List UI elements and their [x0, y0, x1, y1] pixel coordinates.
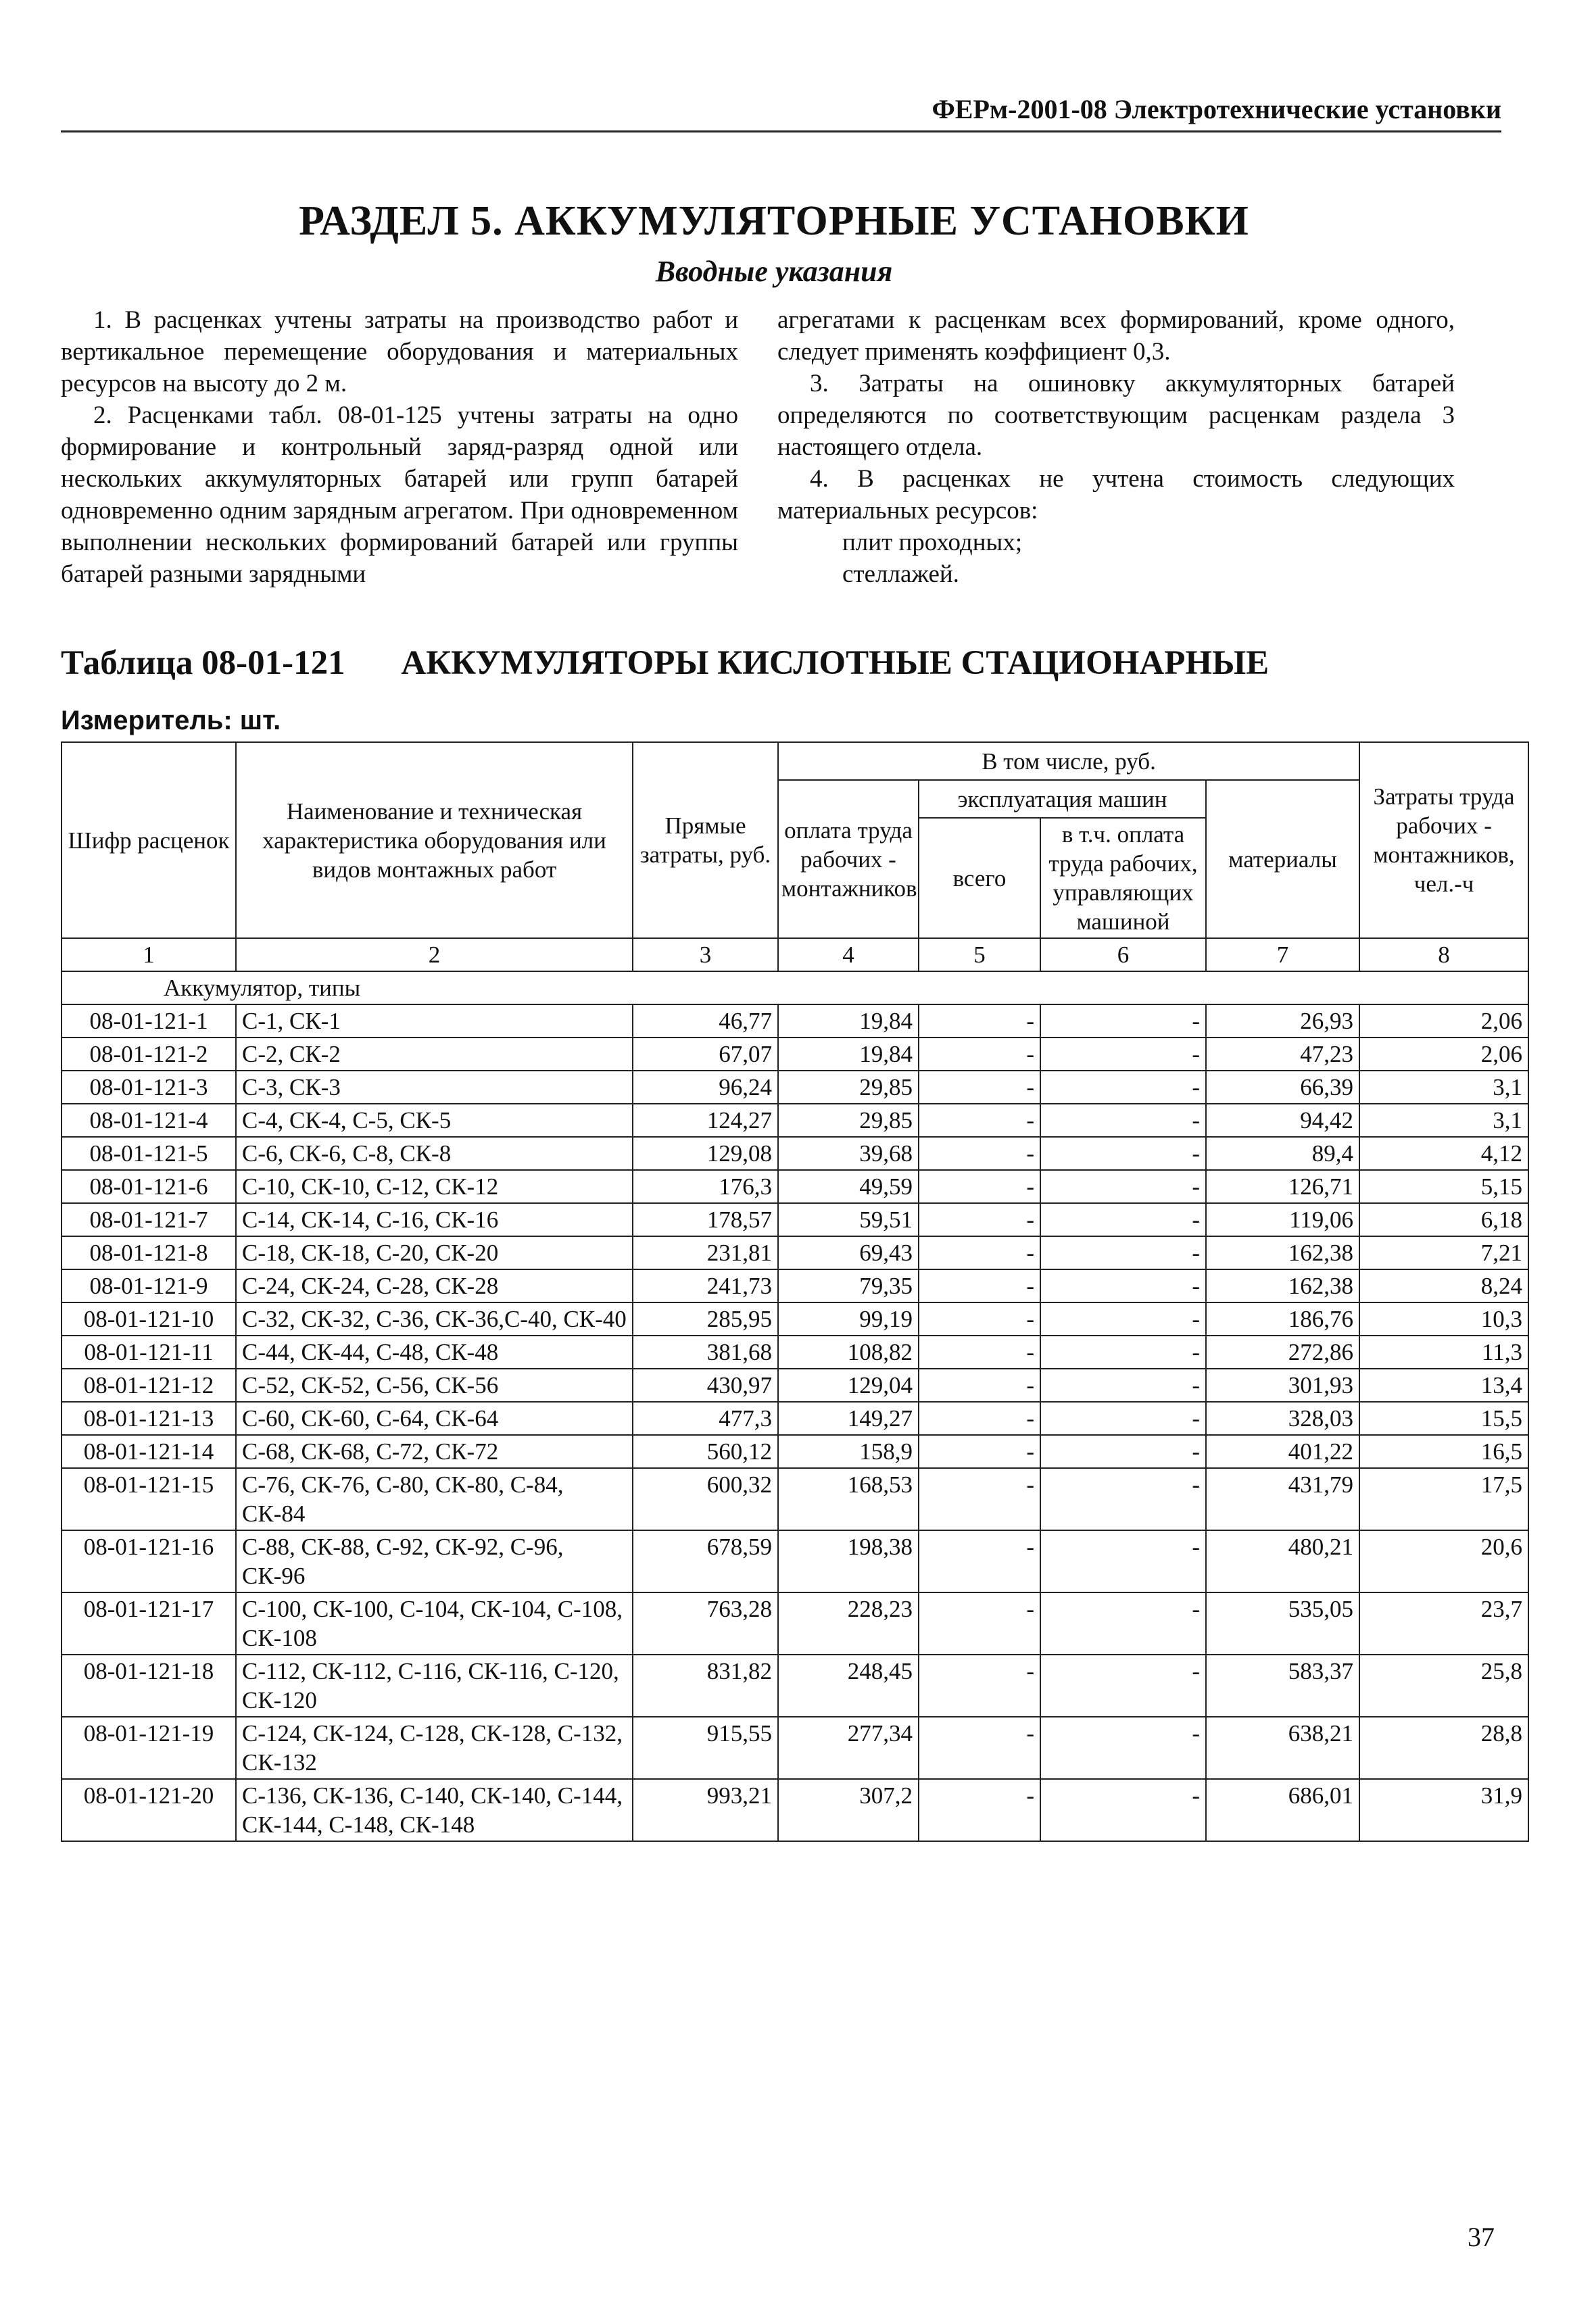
- intro-paragraph: агрегатами к расценкам всех формирований, кроме одного, следует применять коэффициент 0,3.: [777, 306, 1455, 366]
- column-number: 7: [1206, 938, 1359, 971]
- cell-direct-cost: 381,68: [633, 1336, 778, 1369]
- cell-name: С-3, СК-3: [236, 1071, 633, 1104]
- cell-materials: 328,03: [1206, 1402, 1359, 1435]
- cell-materials: 480,21: [1206, 1530, 1359, 1592]
- cell-labor: 2,06: [1359, 1004, 1528, 1038]
- cell-machines-wages: -: [1040, 1038, 1206, 1071]
- cell-wages: 39,68: [778, 1137, 919, 1170]
- cell-machines-total: -: [919, 1203, 1040, 1236]
- table-number: Таблица 08-01-121: [61, 644, 345, 682]
- cell-machines-wages: -: [1040, 1071, 1206, 1104]
- intro-title: Вводные указания: [655, 255, 893, 288]
- col-header-direct: Прямые затраты, руб.: [633, 742, 778, 938]
- cell-materials: 66,39: [1206, 1071, 1359, 1104]
- cell-name: С-10, СК-10, С-12, СК-12: [236, 1170, 633, 1203]
- cell-direct-cost: 915,55: [633, 1717, 778, 1779]
- cell-machines-wages: -: [1040, 1779, 1206, 1841]
- table-row: [62, 1004, 1528, 1038]
- cell-wages: 228,23: [778, 1592, 919, 1655]
- cell-materials: 686,01: [1206, 1779, 1359, 1841]
- cell-name: С-124, СК-124, С-128, СК-128, С-132, СК-132: [236, 1717, 633, 1779]
- table-row: [62, 1435, 1528, 1468]
- table-row: [62, 1336, 1528, 1369]
- cell-machines-total: -: [919, 1170, 1040, 1203]
- cell-direct-cost: 231,81: [633, 1236, 778, 1269]
- cell-machines-wages: -: [1040, 1369, 1206, 1402]
- cell-wages: 149,27: [778, 1402, 919, 1435]
- section-title: РАЗДЕЛ 5. АККУМУЛЯТОРНЫЕ УСТАНОВКИ: [299, 198, 1249, 244]
- cell-machines-total: -: [919, 1104, 1040, 1137]
- cell-code: 08-01-121-12: [62, 1369, 236, 1402]
- table-row: [62, 1530, 1528, 1592]
- cell-labor: 16,5: [1359, 1435, 1528, 1468]
- cell-materials: 126,71: [1206, 1170, 1359, 1203]
- cell-machines-wages: -: [1040, 1170, 1206, 1203]
- cell-name: С-68, СК-68, С-72, СК-72: [236, 1435, 633, 1468]
- table-row: [62, 1402, 1528, 1435]
- cell-code: 08-01-121-15: [62, 1468, 236, 1530]
- cell-machines-wages: -: [1040, 1655, 1206, 1717]
- table-row: [62, 1655, 1528, 1717]
- table-row: [62, 1170, 1528, 1203]
- cell-name: С-18, СК-18, С-20, СК-20: [236, 1236, 633, 1269]
- cell-name: С-24, СК-24, С-28, СК-28: [236, 1269, 633, 1302]
- cell-direct-cost: 831,82: [633, 1655, 778, 1717]
- cell-direct-cost: 67,07: [633, 1038, 778, 1071]
- table-row: [62, 1269, 1528, 1302]
- col-header-machines: эксплуатация машин: [919, 780, 1206, 818]
- cell-wages: 168,53: [778, 1468, 919, 1530]
- cell-direct-cost: 560,12: [633, 1435, 778, 1468]
- intro-paragraph: 4. В расценках не учтена стоимость следующих материальных ресурсов:: [777, 465, 1455, 525]
- cell-direct-cost: 178,57: [633, 1203, 778, 1236]
- cell-machines-wages: -: [1040, 1592, 1206, 1655]
- running-header: ФЕРм-2001-08 Электротехнические установки: [61, 93, 1501, 132]
- cell-labor: 28,8: [1359, 1717, 1528, 1779]
- cell-direct-cost: 477,3: [633, 1402, 778, 1435]
- cell-machines-wages: -: [1040, 1468, 1206, 1530]
- column-number: 8: [1359, 938, 1528, 971]
- cell-code: 08-01-121-3: [62, 1071, 236, 1104]
- table-name: АККУМУЛЯТОРЫ КИСЛОТНЫЕ СТАЦИОНАРНЫЕ: [401, 644, 1269, 682]
- cell-wages: 19,84: [778, 1038, 919, 1071]
- cell-code: 08-01-121-20: [62, 1779, 236, 1841]
- cell-name: С-112, СК-112, С-116, СК-116, С-120, СК-120: [236, 1655, 633, 1717]
- col-header-machines-wages: в т.ч. оплата труда рабочих, управляющих машиной: [1040, 818, 1206, 938]
- cell-machines-total: -: [919, 1435, 1040, 1468]
- cell-wages: 248,45: [778, 1655, 919, 1717]
- cell-labor: 17,5: [1359, 1468, 1528, 1530]
- cell-materials: 431,79: [1206, 1468, 1359, 1530]
- cell-direct-cost: 124,27: [633, 1104, 778, 1137]
- cell-labor: 11,3: [1359, 1336, 1528, 1369]
- cell-wages: 129,04: [778, 1369, 919, 1402]
- cell-machines-total: -: [919, 1302, 1040, 1336]
- cell-materials: 119,06: [1206, 1203, 1359, 1236]
- cell-machines-total: -: [919, 1336, 1040, 1369]
- col-header-including: В том числе, руб.: [778, 742, 1359, 780]
- cell-machines-wages: -: [1040, 1269, 1206, 1302]
- intro-left-column: [61, 304, 738, 590]
- intro-paragraph: 2. Расценками табл. 08-01-125 учтены затраты на одно формирование и контрольный заряд-разряд одной или нескольких аккумуляторных батарей или групп батарей одновременно одним зарядным агрегатом. При одновременном выполнении нескольких формирований батарей или группы батарей разными зарядными: [61, 401, 738, 588]
- group-row: [62, 971, 1528, 1004]
- cell-direct-cost: 129,08: [633, 1137, 778, 1170]
- column-number: 2: [236, 938, 633, 971]
- cell-name: С-76, СК-76, С-80, СК-80, С-84, СК-84: [236, 1468, 633, 1530]
- cell-materials: 162,38: [1206, 1236, 1359, 1269]
- cell-name: С-52, СК-52, С-56, СК-56: [236, 1369, 633, 1402]
- table-title: [61, 643, 1269, 683]
- cell-machines-total: -: [919, 1592, 1040, 1655]
- cell-machines-total: -: [919, 1004, 1040, 1038]
- table-body: [62, 971, 1528, 1841]
- cell-name: С-1, СК-1: [236, 1004, 633, 1038]
- cell-labor: 5,15: [1359, 1170, 1528, 1203]
- cell-direct-cost: 46,77: [633, 1004, 778, 1038]
- cell-materials: 186,76: [1206, 1302, 1359, 1336]
- cell-machines-wages: -: [1040, 1004, 1206, 1038]
- measurement-unit: Измеритель: шт.: [61, 706, 281, 735]
- cell-code: 08-01-121-18: [62, 1655, 236, 1717]
- cell-machines-wages: -: [1040, 1435, 1206, 1468]
- cell-machines-total: -: [919, 1779, 1040, 1841]
- column-number: 6: [1040, 938, 1206, 971]
- table-row: [62, 1236, 1528, 1269]
- rates-table: [61, 741, 1529, 1842]
- cell-wages: 79,35: [778, 1269, 919, 1302]
- cell-materials: 47,23: [1206, 1038, 1359, 1071]
- cell-wages: 158,9: [778, 1435, 919, 1468]
- cell-machines-total: -: [919, 1071, 1040, 1104]
- cell-direct-cost: 993,21: [633, 1779, 778, 1841]
- cell-wages: 277,34: [778, 1717, 919, 1779]
- cell-machines-total: -: [919, 1468, 1040, 1530]
- table-row: [62, 1779, 1528, 1841]
- cell-machines-wages: -: [1040, 1302, 1206, 1336]
- cell-materials: 272,86: [1206, 1336, 1359, 1369]
- cell-machines-wages: -: [1040, 1137, 1206, 1170]
- cell-machines-wages: -: [1040, 1717, 1206, 1779]
- cell-labor: 8,24: [1359, 1269, 1528, 1302]
- cell-direct-cost: 600,32: [633, 1468, 778, 1530]
- cell-direct-cost: 176,3: [633, 1170, 778, 1203]
- column-number: 3: [633, 938, 778, 971]
- cell-machines-total: -: [919, 1369, 1040, 1402]
- column-number: 1: [62, 938, 236, 971]
- cell-machines-wages: -: [1040, 1402, 1206, 1435]
- cell-machines-total: -: [919, 1137, 1040, 1170]
- table-row: [62, 1717, 1528, 1779]
- cell-labor: 3,1: [1359, 1104, 1528, 1137]
- cell-name: С-88, СК-88, С-92, СК-92, С-96, СК-96: [236, 1530, 633, 1592]
- cell-labor: 3,1: [1359, 1071, 1528, 1104]
- cell-code: 08-01-121-13: [62, 1402, 236, 1435]
- cell-labor: 23,7: [1359, 1592, 1528, 1655]
- col-header-code: Шифр расценок: [62, 742, 236, 938]
- intro-list-item: плит проходных;: [842, 529, 1023, 556]
- cell-wages: 29,85: [778, 1104, 919, 1137]
- cell-name: С-14, СК-14, С-16, СК-16: [236, 1203, 633, 1236]
- cell-labor: 6,18: [1359, 1203, 1528, 1236]
- cell-machines-total: -: [919, 1402, 1040, 1435]
- cell-materials: 301,93: [1206, 1369, 1359, 1402]
- cell-wages: 49,59: [778, 1170, 919, 1203]
- cell-wages: 198,38: [778, 1530, 919, 1592]
- intro-list-item: стеллажей.: [842, 560, 959, 588]
- cell-code: 08-01-121-1: [62, 1004, 236, 1038]
- cell-wages: 29,85: [778, 1071, 919, 1104]
- cell-name: С-100, СК-100, С-104, СК-104, С-108, СК-108: [236, 1592, 633, 1655]
- cell-materials: 583,37: [1206, 1655, 1359, 1717]
- cell-machines-total: -: [919, 1038, 1040, 1071]
- cell-code: 08-01-121-9: [62, 1269, 236, 1302]
- cell-machines-total: -: [919, 1269, 1040, 1302]
- cell-direct-cost: 96,24: [633, 1071, 778, 1104]
- cell-code: 08-01-121-2: [62, 1038, 236, 1071]
- cell-code: 08-01-121-5: [62, 1137, 236, 1170]
- cell-wages: 307,2: [778, 1779, 919, 1841]
- cell-wages: 99,19: [778, 1302, 919, 1336]
- cell-wages: 69,43: [778, 1236, 919, 1269]
- intro-paragraph: 1. В расценках учтены затраты на производство работ и вертикальное перемещение оборудования и материальных ресурсов на высоту до 2 м.: [61, 306, 738, 397]
- cell-wages: 59,51: [778, 1203, 919, 1236]
- column-number: 4: [778, 938, 919, 971]
- table-row: [62, 1468, 1528, 1530]
- cell-labor: 13,4: [1359, 1369, 1528, 1402]
- cell-materials: 26,93: [1206, 1004, 1359, 1038]
- cell-wages: 19,84: [778, 1004, 919, 1038]
- cell-code: 08-01-121-17: [62, 1592, 236, 1655]
- cell-machines-wages: -: [1040, 1530, 1206, 1592]
- intro-paragraph: 3. Затраты на ошиновку аккумуляторных батарей определяются по соответствующим расценкам раздела 3 настоящего отдела.: [777, 370, 1455, 461]
- table-row: [62, 1203, 1528, 1236]
- cell-name: С-2, СК-2: [236, 1038, 633, 1071]
- cell-code: 08-01-121-14: [62, 1435, 236, 1468]
- cell-name: С-136, СК-136, С-140, СК-140, С-144, СК-144, С-148, СК-148: [236, 1779, 633, 1841]
- col-header-materials: материалы: [1206, 780, 1359, 938]
- cell-labor: 25,8: [1359, 1655, 1528, 1717]
- cell-direct-cost: 241,73: [633, 1269, 778, 1302]
- cell-code: 08-01-121-19: [62, 1717, 236, 1779]
- cell-materials: 94,42: [1206, 1104, 1359, 1137]
- cell-materials: 89,4: [1206, 1137, 1359, 1170]
- column-number: 5: [919, 938, 1040, 971]
- cell-materials: 401,22: [1206, 1435, 1359, 1468]
- col-header-labor: Затраты труда рабочих - монтажников, чел.-ч: [1359, 742, 1528, 938]
- cell-direct-cost: 430,97: [633, 1369, 778, 1402]
- cell-wages: 108,82: [778, 1336, 919, 1369]
- cell-machines-total: -: [919, 1236, 1040, 1269]
- col-header-machines-total: всего: [919, 818, 1040, 938]
- table-row: [62, 1071, 1528, 1104]
- cell-code: 08-01-121-7: [62, 1203, 236, 1236]
- cell-machines-wages: -: [1040, 1104, 1206, 1137]
- group-label: Аккумулятор, типы: [62, 971, 1528, 1004]
- cell-materials: 638,21: [1206, 1717, 1359, 1779]
- cell-labor: 4,12: [1359, 1137, 1528, 1170]
- cell-labor: 31,9: [1359, 1779, 1528, 1841]
- cell-code: 08-01-121-8: [62, 1236, 236, 1269]
- col-header-name: Наименование и техническая характеристика оборудования или видов монтажных работ: [236, 742, 633, 938]
- cell-labor: 15,5: [1359, 1402, 1528, 1435]
- cell-labor: 10,3: [1359, 1302, 1528, 1336]
- cell-machines-total: -: [919, 1655, 1040, 1717]
- cell-direct-cost: 678,59: [633, 1530, 778, 1592]
- cell-machines-wages: -: [1040, 1236, 1206, 1269]
- cell-name: С-4, СК-4, С-5, СК-5: [236, 1104, 633, 1137]
- cell-labor: 2,06: [1359, 1038, 1528, 1071]
- cell-machines-wages: -: [1040, 1203, 1206, 1236]
- table-row: [62, 1369, 1528, 1402]
- cell-name: С-6, СК-6, С-8, СК-8: [236, 1137, 633, 1170]
- cell-code: 08-01-121-4: [62, 1104, 236, 1137]
- cell-code: 08-01-121-10: [62, 1302, 236, 1336]
- cell-direct-cost: 763,28: [633, 1592, 778, 1655]
- cell-code: 08-01-121-11: [62, 1336, 236, 1369]
- cell-machines-total: -: [919, 1717, 1040, 1779]
- cell-materials: 535,05: [1206, 1592, 1359, 1655]
- table-row: [62, 1302, 1528, 1336]
- cell-machines-total: -: [919, 1530, 1040, 1592]
- cell-name: С-60, СК-60, С-64, СК-64: [236, 1402, 633, 1435]
- cell-direct-cost: 285,95: [633, 1302, 778, 1336]
- table-row: [62, 1104, 1528, 1137]
- intro-right-column: [777, 304, 1455, 590]
- table-row: [62, 1038, 1528, 1071]
- table-row: [62, 1137, 1528, 1170]
- cell-machines-wages: -: [1040, 1336, 1206, 1369]
- cell-name: С-44, СК-44, С-48, СК-48: [236, 1336, 633, 1369]
- table-row: [62, 1592, 1528, 1655]
- cell-code: 08-01-121-16: [62, 1530, 236, 1592]
- col-header-wages: оплата труда рабочих - монтажников: [778, 780, 919, 938]
- cell-materials: 162,38: [1206, 1269, 1359, 1302]
- cell-name: С-32, СК-32, С-36, СК-36,С-40, СК-40: [236, 1302, 633, 1336]
- cell-labor: 20,6: [1359, 1530, 1528, 1592]
- cell-labor: 7,21: [1359, 1236, 1528, 1269]
- intro-text: [61, 304, 1455, 590]
- page-number: 37: [1468, 2222, 1495, 2252]
- cell-code: 08-01-121-6: [62, 1170, 236, 1203]
